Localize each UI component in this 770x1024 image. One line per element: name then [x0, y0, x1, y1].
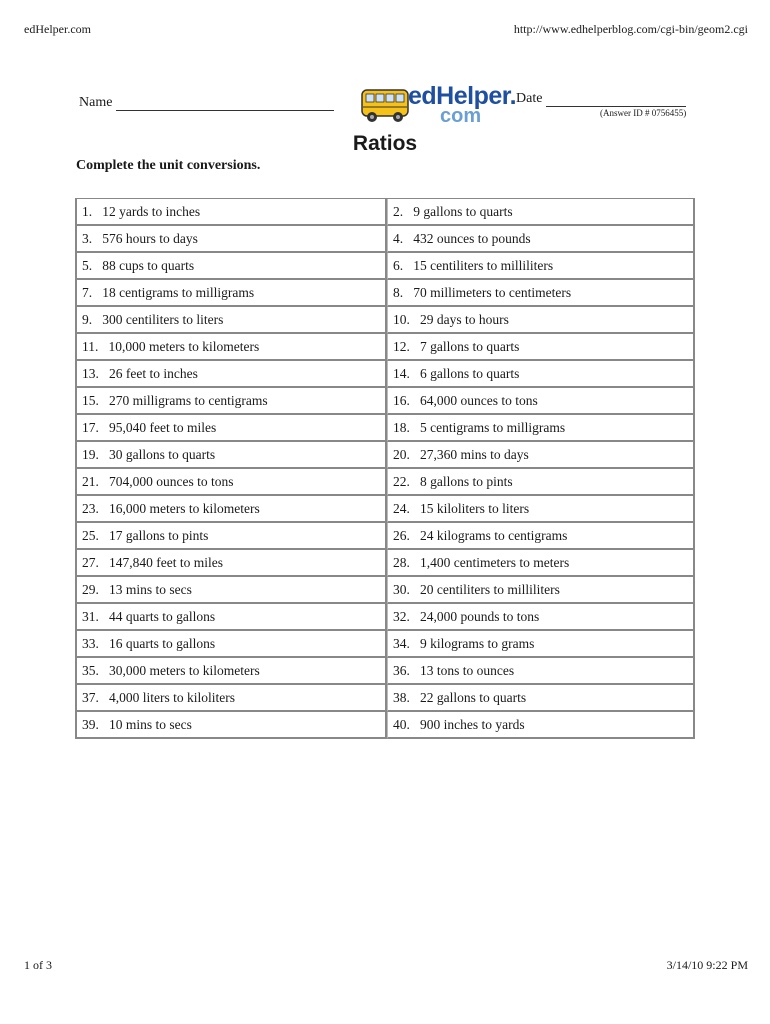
name-label: Name [79, 95, 113, 110]
table-row [77, 523, 695, 550]
table-row [77, 307, 695, 334]
problem-cell: 38. 22 gallons to quarts [387, 685, 695, 712]
print-timestamp: 3/14/10 9:22 PM [666, 958, 748, 972]
date-blank-line [546, 94, 686, 107]
table-row [77, 199, 695, 226]
table-row [77, 712, 695, 739]
problem-cell: 27. 147,840 feet to miles [77, 550, 387, 577]
problem-cell: 19. 30 gallons to quarts [77, 442, 387, 469]
problem-cell: 20. 27,360 mins to days [387, 442, 695, 469]
problem-cell: 37. 4,000 liters to kiloliters [77, 685, 387, 712]
instructions: Complete the unit conversions. [76, 158, 261, 173]
problem-cell: 11. 10,000 meters to kilometers [77, 334, 387, 361]
page-title: Ratios [352, 132, 418, 155]
problem-cell: 22. 8 gallons to pints [387, 469, 695, 496]
table-row [77, 550, 695, 577]
name-field [79, 95, 334, 111]
problem-cell: 9. 300 centiliters to liters [77, 307, 387, 334]
problem-cell: 35. 30,000 meters to kilometers [77, 658, 387, 685]
problem-cell: 5. 88 cups to quarts [77, 253, 387, 280]
name-blank-line [116, 98, 334, 111]
problem-cell: 1. 12 yards to inches [77, 199, 387, 226]
table-row [77, 253, 695, 280]
table-row [77, 604, 695, 631]
problem-cell: 13. 26 feet to inches [77, 361, 387, 388]
problem-cell: 18. 5 centigrams to milligrams [387, 415, 695, 442]
problem-cell: 30. 20 centiliters to milliliters [387, 577, 695, 604]
logo-wordmark: edHelper. [408, 82, 517, 110]
problem-cell: 16. 64,000 ounces to tons [387, 388, 695, 415]
problem-cell: 6. 15 centiliters to milliliters [387, 253, 695, 280]
table-row [77, 361, 695, 388]
problem-cell: 7. 18 centigrams to milligrams [77, 280, 387, 307]
problem-cell: 40. 900 inches to yards [387, 712, 695, 739]
problem-cell: 23. 16,000 meters to kilometers [77, 496, 387, 523]
problem-cell: 24. 15 kiloliters to liters [387, 496, 695, 523]
table-row [77, 226, 695, 253]
problem-cell: 3. 576 hours to days [77, 226, 387, 253]
answer-id: (Answer ID # 0756455) [600, 108, 687, 118]
problem-table [75, 198, 695, 739]
table-row [77, 280, 695, 307]
date-label: Date [516, 91, 543, 106]
page-number: 1 of 3 [24, 958, 52, 972]
table-row [77, 415, 695, 442]
problem-cell: 21. 704,000 ounces to tons [77, 469, 387, 496]
table-row [77, 469, 695, 496]
problem-cell: 29. 13 mins to secs [77, 577, 387, 604]
table-row [77, 685, 695, 712]
problem-cell: 31. 44 quarts to gallons [77, 604, 387, 631]
problem-cell: 26. 24 kilograms to centigrams [387, 523, 695, 550]
date-field [516, 91, 686, 107]
table-row [77, 334, 695, 361]
problem-cell: 34. 9 kilograms to grams [387, 631, 695, 658]
logo-domain: com [440, 105, 482, 127]
problem-cell: 14. 6 gallons to quarts [387, 361, 695, 388]
table-row [77, 577, 695, 604]
table-row [77, 388, 695, 415]
table-row [77, 496, 695, 523]
problem-cell: 10. 29 days to hours [387, 307, 695, 334]
problem-cell: 32. 24,000 pounds to tons [387, 604, 695, 631]
table-row [77, 658, 695, 685]
page-url: http://www.edhelperblog.com/cgi-bin/geom2.cgi [513, 22, 748, 36]
problem-cell: 39. 10 mins to secs [77, 712, 387, 739]
table-row [77, 442, 695, 469]
problem-cell: 33. 16 quarts to gallons [77, 631, 387, 658]
problem-cell: 12. 7 gallons to quarts [387, 334, 695, 361]
table-row [77, 631, 695, 658]
problem-cell: 2. 9 gallons to quarts [387, 199, 695, 226]
problem-cell: 36. 13 tons to ounces [387, 658, 695, 685]
problem-cell: 4. 432 ounces to pounds [387, 226, 695, 253]
problem-cell: 28. 1,400 centimeters to meters [387, 550, 695, 577]
problem-cell: 15. 270 milligrams to centigrams [77, 388, 387, 415]
problem-cell: 25. 17 gallons to pints [77, 523, 387, 550]
problem-cell: 17. 95,040 feet to miles [77, 415, 387, 442]
site-name: edHelper.com [24, 22, 91, 36]
problem-cell: 8. 70 millimeters to centimeters [387, 280, 695, 307]
